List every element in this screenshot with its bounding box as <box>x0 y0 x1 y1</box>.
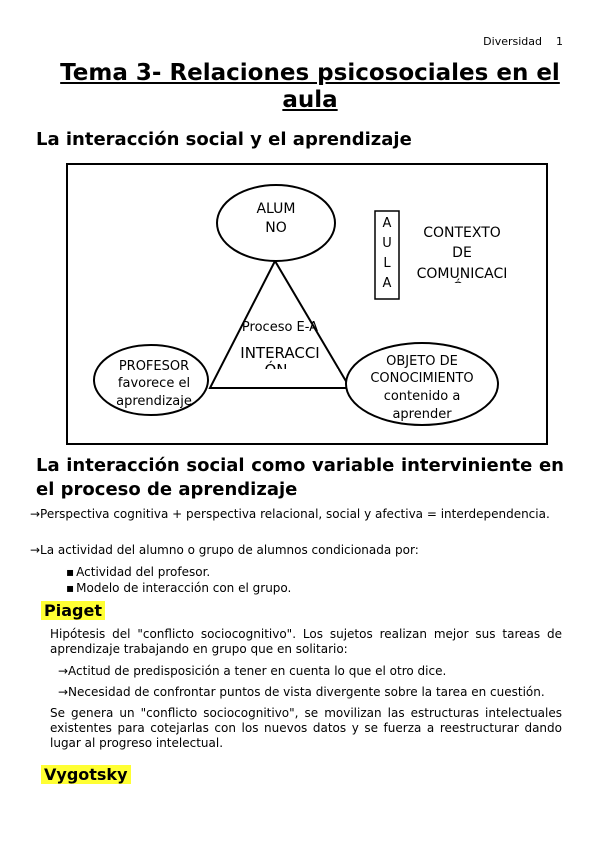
vygotsky-heading: Vygotsky <box>41 765 131 784</box>
profesor-line-1: PROFESOR <box>118 359 190 374</box>
aula-letter-a2: A <box>382 276 392 291</box>
alumno-line-1: ALUM <box>256 201 296 217</box>
diagram-svg <box>68 165 546 443</box>
piaget-points <box>58 664 545 700</box>
actividad-paragraph: →La actividad del alumno o grupo de alumnos condicionada por: <box>30 543 419 557</box>
header-label: Diversidad <box>483 35 542 48</box>
list-item: ▪ Modelo de interacción con el grupo. <box>66 580 291 596</box>
condition-list <box>66 564 291 596</box>
contexto-line-3: COMUNICACI <box>416 266 508 282</box>
list-item: →Actitud de predisposición a tener en cuenta lo que el otro dice. <box>58 664 447 678</box>
perspectiva-paragraph: →Perspectiva cognitiva + perspectiva relacional, social y afectiva = interdependencia. <box>30 507 550 521</box>
piaget-conclusion: Se genera un "conflicto sociocognitivo", se movilizan las estructuras intelectuales existentes para cotejarlas con los nuevos datos y se fuerza a reestructurar dando lugar al progreso intelectual. <box>50 706 562 750</box>
objeto-line-1: OBJETO DE <box>386 354 458 369</box>
objeto-line-3: contenido a <box>383 389 461 404</box>
profesor-line-2: favorece el <box>117 376 191 391</box>
contexto-clip <box>400 283 540 303</box>
contexto-line-2: DE <box>452 245 472 261</box>
interaction-diagram <box>66 163 548 445</box>
section-heading-variable: La interacción social como variable interviniente en el proceso de aprendizaje <box>36 455 564 500</box>
contexto-line-1: CONTEXTO <box>423 225 501 241</box>
aula-letter-l: L <box>383 256 391 271</box>
alumno-line-2: NO <box>265 220 287 236</box>
piaget-heading: Piaget <box>41 601 105 620</box>
page-number: 1 <box>556 35 563 48</box>
section-heading-interaccion: La interacción social y el aprendizaje <box>36 129 412 150</box>
list-item: ▪ Actividad del profesor. <box>66 564 291 580</box>
list-item: →Necesidad de confrontar puntos de vista divergente sobre la tarea en cuestión. <box>58 685 545 699</box>
interaccion-clip <box>228 369 338 387</box>
page-title: Tema 3- Relaciones psicosociales en el aula <box>60 60 560 113</box>
objeto-line-2: CONOCIMIENTO <box>370 371 474 386</box>
aula-letter-a1: A <box>382 216 392 231</box>
piaget-intro: Hipótesis del "conflicto sociocognitivo". Los sujetos realizan mejor sus tareas de aprendizaje trabajando en grupo que en solitario: <box>50 627 562 656</box>
objeto-line-4: aprender <box>392 407 452 422</box>
profesor-line-3: aprendizaje <box>116 394 192 409</box>
proceso-label: Proceso E-A <box>241 320 319 335</box>
running-header <box>483 35 563 48</box>
aula-letter-u: U <box>382 236 392 251</box>
interaccion-line-1: INTERACCI <box>240 344 320 362</box>
